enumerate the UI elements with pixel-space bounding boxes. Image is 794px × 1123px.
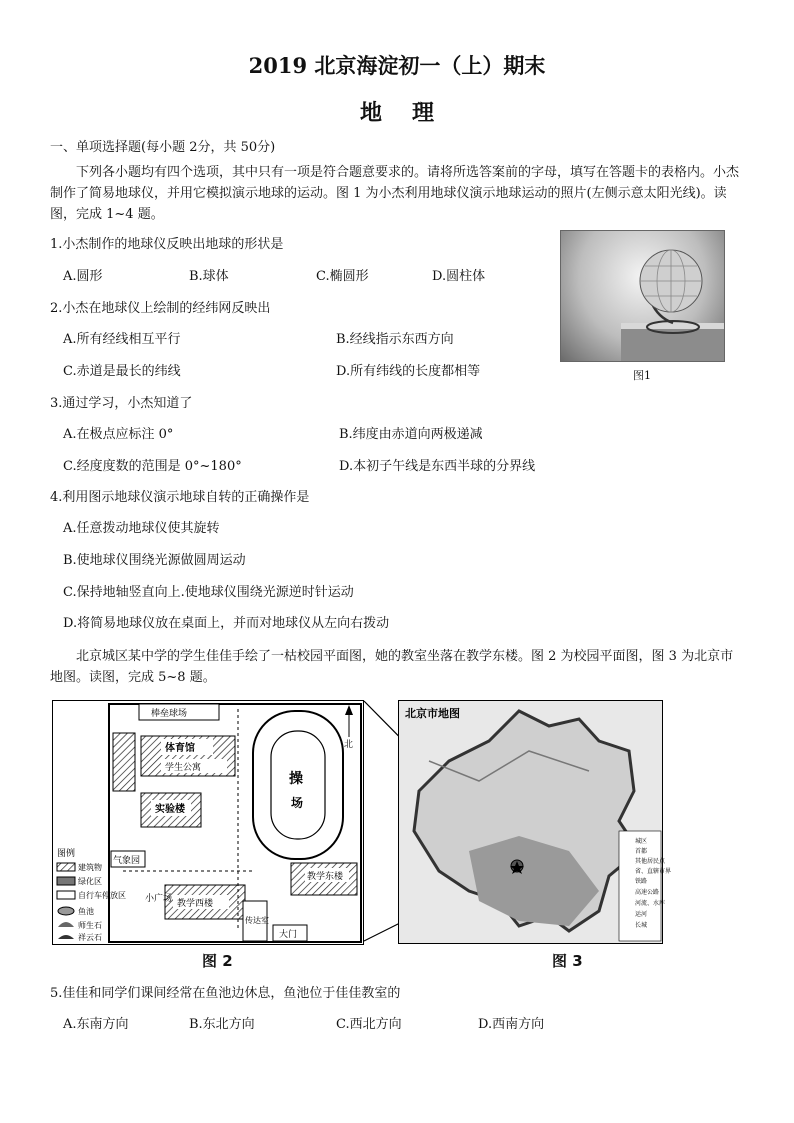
label-field-2: 场	[291, 796, 304, 810]
question-5-stem: 5.佳佳和同学们课间经常在鱼池边休息，鱼池位于佳佳教室的	[50, 986, 401, 1001]
q3-option-a: A.在极点应标注 0°	[63, 427, 174, 442]
legend-item: 鱼池	[78, 907, 94, 916]
globe-icon	[561, 231, 724, 361]
section-heading: 一、单项选择题(每小题 2分，共 50分)	[50, 140, 276, 155]
label-apartment: 学生公寓	[165, 763, 202, 773]
fig3-legend-item: 城区	[635, 838, 648, 845]
q4-option-b: B.使地球仪围绕光源做圆周运动	[63, 553, 246, 568]
legend-item: 自行车停放区	[78, 891, 126, 900]
question-2-stem: 2.小杰在地球仪上绘制的经纬网反映出	[50, 301, 271, 316]
fig2-caption: 图 2	[202, 952, 233, 970]
fig3-legend-item: 铁路	[635, 878, 648, 885]
beijing-map-figure	[398, 700, 672, 944]
beijing-map	[399, 701, 672, 943]
label-gym: 体育馆	[165, 743, 195, 754]
label-gate: 大门	[279, 930, 298, 940]
label-square: 小广场	[145, 894, 173, 904]
subject-title: 地理	[359, 100, 464, 126]
fig3-legend-item: 省、直辖市界	[635, 868, 672, 875]
intro-paragraph-2: 北京城区某中学的学生佳佳手绘了一枯校园平面图，她的教室坐落在教学东楼。图 2 为校园平面图，图 3 为北京市地图。读图，完成 5~8 题。	[50, 649, 734, 685]
q4-option-c: C.保持地轴竖直向上.使地球仪围绕光源逆时针运动	[63, 585, 354, 600]
legend-item: 祥云石	[78, 933, 102, 942]
q2-option-d: D.所有纬线的长度都相等	[336, 364, 481, 379]
q4-option-a: A.任意拨动地球仪使其旋转	[63, 521, 220, 536]
question-1-stem: 1.小杰制作的地球仪反映出地球的形状是	[50, 237, 284, 252]
q5-option-d: D.西南方向	[478, 1017, 545, 1032]
label-baseball-field: 棒垒球场	[151, 709, 188, 719]
q1-option-d: D.圆柱体	[432, 269, 486, 284]
label-lab: 实验楼	[155, 804, 185, 815]
fig3-legend-item: 长城	[635, 922, 648, 929]
q2-option-a: A.所有经线相互平行	[63, 332, 181, 347]
globe-photo	[560, 230, 725, 362]
fig3-caption: 图 3	[552, 952, 583, 970]
q1-option-a: A.圆形	[63, 269, 103, 284]
fig3-legend-item: 首都	[635, 848, 648, 855]
fig3-legend-item: 河流、水库	[635, 900, 666, 907]
q3-option-d: D.本初子午线是东西半球的分界线	[339, 459, 536, 474]
legend-item: 绿化区	[78, 877, 102, 886]
q3-option-c: C.经度度数的范围是 0°~180°	[63, 459, 242, 474]
label-guard-room: 传达室	[245, 916, 269, 925]
q3-option-b: B.纬度由赤道向两极递减	[339, 427, 483, 442]
question-4-stem: 4.利用图示地球仪演示地球自转的正确操作是	[50, 490, 310, 505]
legend-item: 建筑物	[78, 863, 102, 872]
label-field-1: 操	[289, 771, 303, 787]
fig3-legend-item: 高速公路	[635, 889, 660, 896]
fig3-legend-item: 其他居民点	[635, 858, 666, 865]
q4-option-d: D.将简易地球仪放在桌面上，并而对地球仪从左向右拨动	[63, 616, 390, 631]
fig1-caption: 图1	[633, 369, 651, 382]
q1-option-c: C.椭圆形	[316, 269, 369, 284]
legend-title: 图例	[57, 849, 76, 859]
campus-map-figure	[52, 700, 364, 945]
label-north: 北	[344, 740, 354, 750]
q5-option-c: C.西北方向	[336, 1017, 402, 1032]
fig3-legend-item: 运河	[635, 911, 648, 918]
beijing-map-title: 北京市地图	[405, 707, 460, 720]
question-3-stem: 3.通过学习，小杰知道了	[50, 396, 193, 411]
label-east-building: 教学东楼	[307, 872, 344, 882]
q1-option-b: B.球体	[189, 269, 229, 284]
q2-option-c: C.赤道是最长的纬线	[63, 364, 181, 379]
q2-option-b: B.经线指示东西方向	[336, 332, 454, 347]
label-weather-garden: 气象园	[113, 856, 141, 866]
campus-map	[53, 701, 363, 944]
q5-option-b: B.东北方向	[189, 1017, 255, 1032]
legend-item: 师生石	[78, 921, 102, 930]
q5-option-a: A.东南方向	[63, 1017, 129, 1032]
label-west-building: 教学西楼	[177, 899, 214, 909]
page-title: 2019 北京海淀初一（上）期末	[248, 53, 546, 78]
intro-paragraph-1: 下列各小题均有四个选项，其中只有一项是符合题意要求的。请将所选答案前的字母，填写在答题卡的表格内。小杰制作了简易地球仪，并用它模拟演示地球的运动。图 1 为小杰利用地球仪演示地球运动的照片(左侧示意太阳光线)。读图，完成 1~4 题。	[50, 165, 740, 222]
